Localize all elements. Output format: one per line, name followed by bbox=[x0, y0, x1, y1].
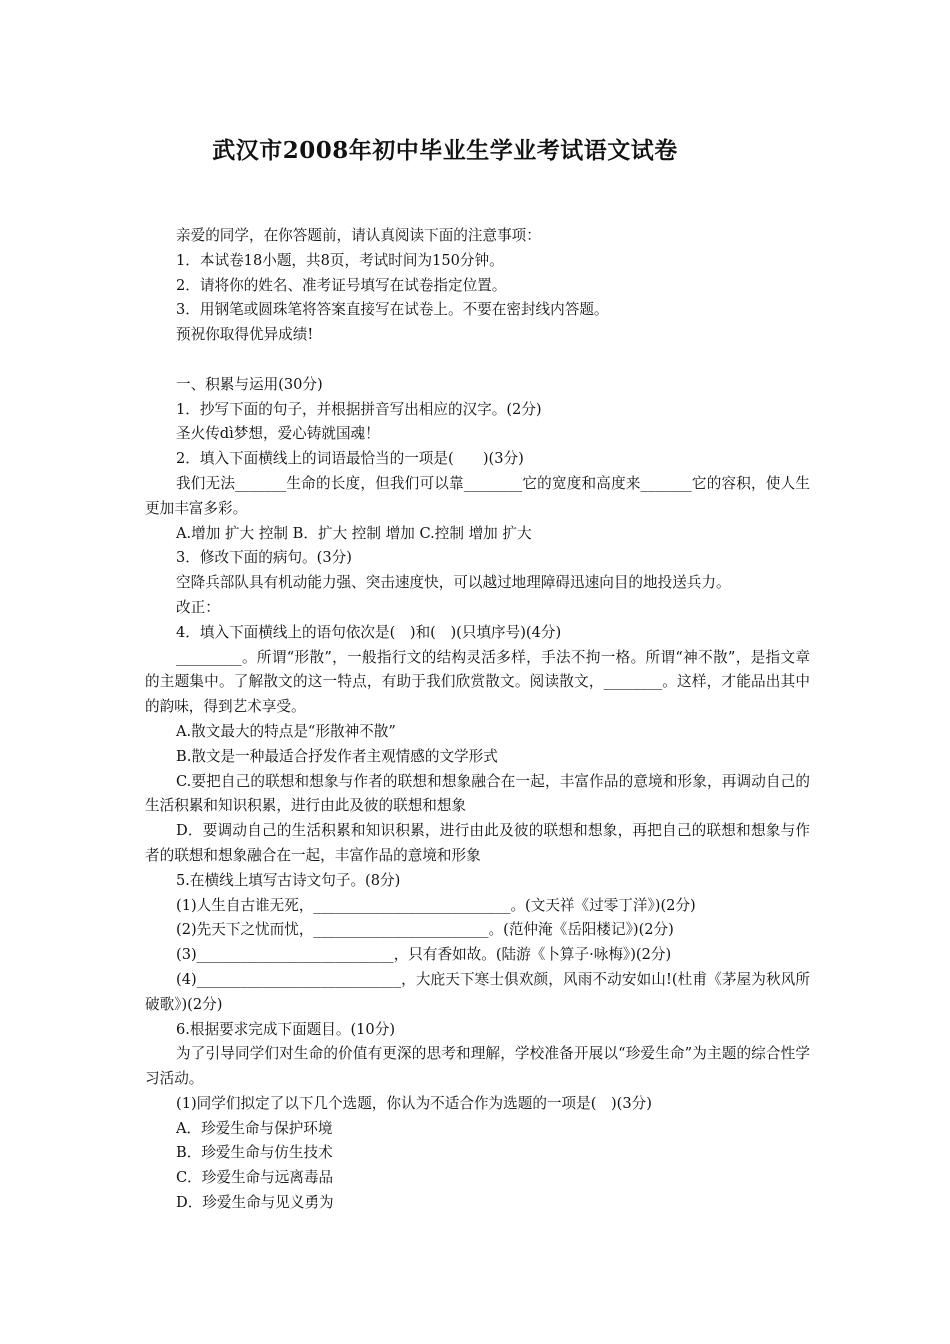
notice-item: 3．用钢笔或圆珠笔将答案直接写在试卷上。不要在密封线内答题。 bbox=[176, 301, 609, 319]
section-heading: 一、积累与运用(30分) bbox=[176, 375, 323, 393]
exam-body bbox=[145, 224, 810, 1216]
question-4-text: _________。所谓“形散”，一般指行文的结构灵活多样，手法不拘一格。所谓“神不散”，是指文章的主题集中。了解散文的这一特点，有助于我们欣赏散文。阅读散文，________。这样，才能品出其中的韵味，得到艺术享受。 bbox=[145, 648, 810, 716]
question-6-option-a: A．珍爱生命与保护环境 bbox=[176, 1119, 333, 1137]
question-4-option-c: C.要把自己的联想和想象与作者的联想和想象融合在一起，丰富作品的意境和形象，再调动自己的生活积累和知识积累，进行由此及彼的联想和想象 bbox=[145, 772, 810, 815]
question-6-option-b: B．珍爱生命与仿生技术 bbox=[176, 1144, 333, 1162]
question-5-item-4: (4)____________________________，大庇天下寒士俱欢颜，风雨不动安如山!(杜甫《茅屋为秋风所破歌》)(2分) bbox=[145, 970, 810, 1013]
question-4-option-d: D．要调动自己的生活积累和知识积累，进行由此及彼的联想和想象，再把自己的联想和想象与作者的联想和想象融合在一起，丰富作品的意境和形象 bbox=[145, 822, 810, 864]
notice-item: 2．请将你的姓名、准考证号填写在试卷指定位置。 bbox=[176, 276, 507, 294]
question-3-stem: 3．修改下面的病句。(3分) bbox=[176, 549, 352, 567]
question-2-stem: 2．填入下面横线上的词语最恰当的一项是( )(3分) bbox=[176, 450, 524, 468]
question-1-text: 圣火传dì梦想，爱心铸就国魂！ bbox=[176, 425, 380, 443]
question-2-options: A.增加 扩大 控制 B．扩大 控制 增加 C.控制 增加 扩大 bbox=[176, 524, 532, 542]
question-6-sub-1: (1)同学们拟定了以下几个选题，你认为不适合作为选题的一项是( )(3分) bbox=[176, 1094, 652, 1112]
notice-intro: 亲爱的同学，在你答题前，请认真阅读下面的注意事项： bbox=[176, 227, 541, 244]
question-5-stem: 5.在横线上填写古诗文句子。(8分) bbox=[176, 871, 401, 889]
question-6-intro: 为了引导同学们对生命的价值有更深的思考和理解，学校准备开展以“珍爱生命”为主题的综合性学习活动。 bbox=[145, 1045, 810, 1088]
question-3-text: 空降兵部队具有机动能力强、突击速度快，可以越过地理障碍迅速向目的地投送兵力。 bbox=[176, 574, 731, 592]
spacer bbox=[145, 348, 810, 373]
question-4-option-a: A.散文最大的特点是“形散神不散” bbox=[176, 722, 396, 740]
question-2-text: 我们无法_______生命的长度，但我们可以靠________它的宽度和高度来_______它的容积，使人生更加丰富多彩。 bbox=[145, 474, 810, 517]
notice-item: 1．本试卷18小题，共8页，考试时间为150分钟。 bbox=[176, 251, 504, 269]
question-1-stem: 1．抄写下面的句子，并根据拼音写出相应的汉字。(2分) bbox=[176, 400, 542, 418]
question-6-option-d: D．珍爱生命与见义勇为 bbox=[176, 1194, 334, 1212]
question-5-item-3: (3)___________________________，只有香如故。(陆游《卜算子·咏梅》)(2分) bbox=[176, 946, 672, 964]
question-4-stem: 4．填入下面横线上的语句依次是( )和( )(只填序号)(4分) bbox=[176, 623, 562, 641]
question-6-option-c: C．珍爱生命与远离毒品 bbox=[176, 1169, 334, 1187]
notice-wish: 预祝你取得优异成绩! bbox=[176, 326, 314, 344]
question-3-fix: 改正： bbox=[176, 598, 220, 616]
question-5-item-2: (2)先天下之忧而忧，________________________。(范仲淹《岳阳楼记》)(2分) bbox=[176, 921, 674, 939]
question-5-item-1: (1)人生自古谁无死，___________________________。(文天祥《过零丁洋》)(2分) bbox=[176, 896, 696, 914]
page-title: 武汉市2008年初中毕业生学业考试语文试卷 bbox=[212, 137, 678, 164]
question-6-stem: 6.根据要求完成下面题目。(10分) bbox=[176, 1020, 396, 1038]
question-4-option-b: B.散文是一种最适合抒发作者主观情感的文学形式 bbox=[176, 747, 498, 765]
